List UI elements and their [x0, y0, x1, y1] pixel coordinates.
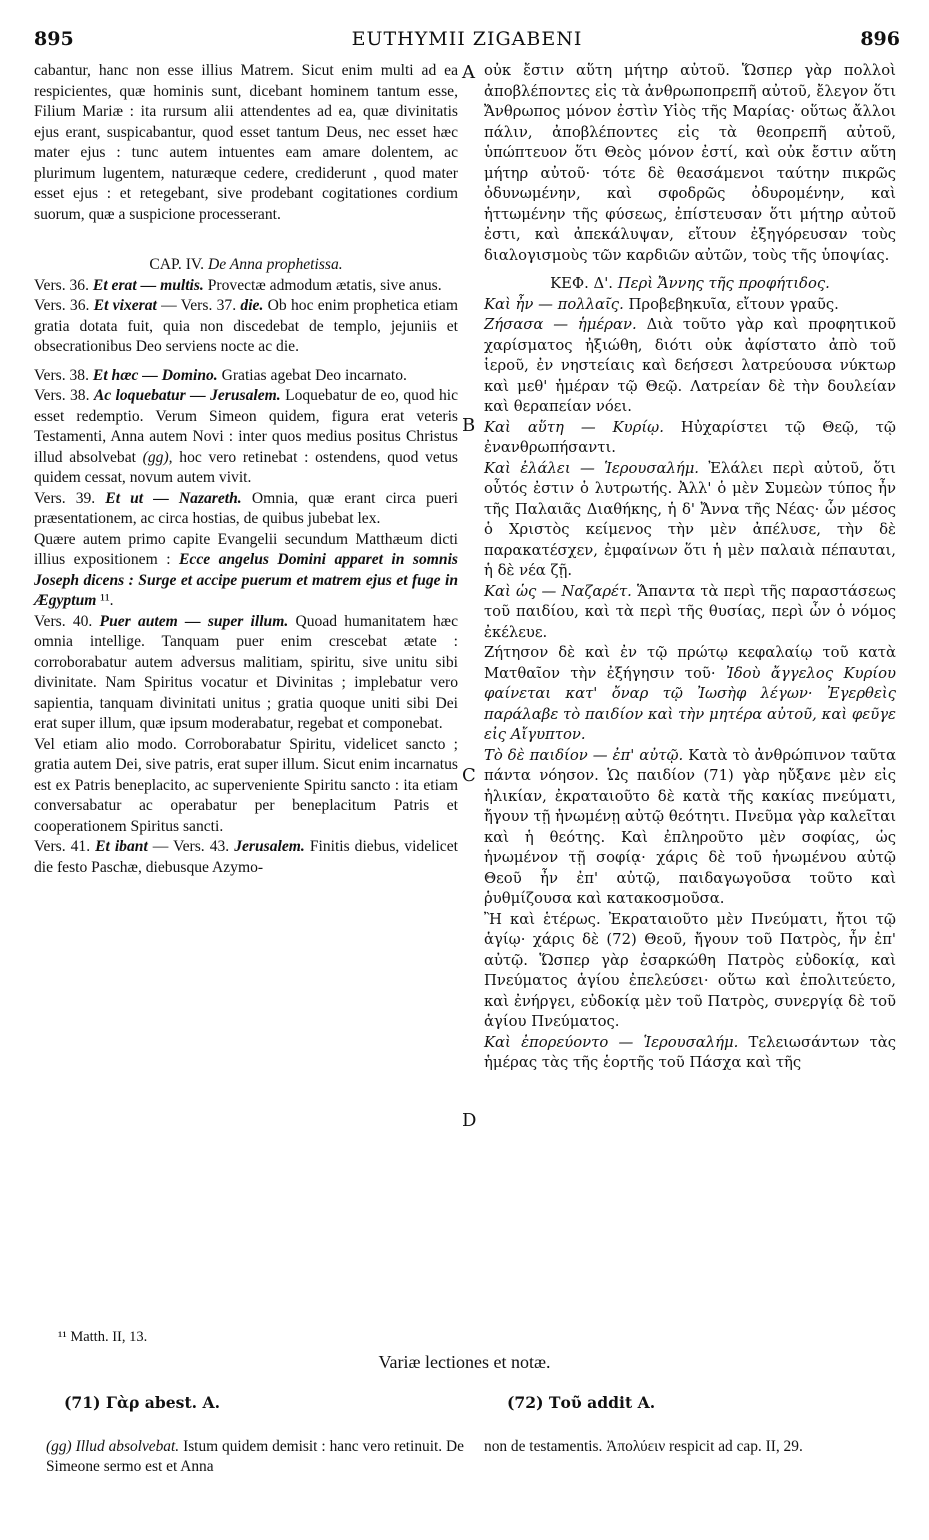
- chapter-subject: De Anna prophetissa.: [207, 256, 343, 273]
- latin-paragraph-intro: cabantur, hanc non esse illius Matrem. Sicut enim multi ad ea respicientes, quæ hominis sunt, dicebant hominem tantum esse, Filium Mariæ : ita rursum alii attendentes ad ea, quæ divinitatis ejus erant, suspicabantur, quod esset tantum Deus, nec esset hæc mater ejus : tunc autem intuentes eam amare dolentem, ac plurimum lugentem, naturæque cedere, crediderunt , quod mater esset ejus : et retegebant, sive prodebant cogitationes cordium suorum, quæ a suspicione processerant.: [34, 62, 458, 223]
- verse-lemma: Et erat — multis.: [92, 276, 204, 294]
- verse-lemma: Τὸ δὲ παιδίον — ἐπ' αὐτῷ.: [484, 746, 684, 764]
- verse-text: Quoad humanitatem hæc omnia intellige. Tanquam puer enim crescebat ætate : corroborabatur autem adversus malitiam, spiritu, sive unitu sibi divinitate. Nam Spiritus vocatur et Divinitas ; implebatur vero sapientia, tanquam divinitati unitus ; gratia quoque uniti sibi Dei erat super illum, quæ ipsum moderabatur, regebat et componebat.: [34, 612, 458, 732]
- chapter-heading-greek: [484, 274, 896, 295]
- verse-lemma-end: Jerusalem.: [234, 838, 305, 855]
- variant-note-71: (71) Γὰρ abest. A.: [64, 1393, 221, 1412]
- margin-marker-d: D: [462, 1110, 477, 1131]
- scripture-quote: Ecce angelus Domini apparet in somnis Joseph dicens : Surge et accipe puerum et matrem ejus et fuge in Ægyptum: [34, 551, 458, 609]
- notes-heading: Variæ lectiones et notæ.: [378, 1352, 551, 1372]
- greek-verse-40: [484, 746, 896, 910]
- scripture-footnote: ¹¹ Matth. II, 13.: [58, 1329, 148, 1345]
- spacer: [484, 266, 896, 274]
- variant-note-72: (72) Τοῦ addit A.: [507, 1393, 656, 1412]
- verse-lemma: Et ut — Nazareth.: [105, 489, 242, 507]
- chapter-number: CAP. IV.: [149, 256, 205, 273]
- verse-label: Vers. 38.: [34, 366, 90, 384]
- verse-lemma: Καὶ ὡς — Ναζαρέτ.: [484, 582, 632, 600]
- verse-text: Provectæ admodum ætatis, sive anus.: [207, 276, 442, 294]
- verse-text: Finitis diebus, videlicet die festo Paschæ, diebusque Azymo-: [34, 838, 458, 876]
- verse-lemma: Καὶ ἐλάλει — Ἱερουσαλήμ.: [484, 459, 700, 477]
- verse-lemma: Καὶ αὕτη — Κυρίῳ.: [484, 418, 664, 436]
- greek-paragraph-intro: οὐκ ἔστιν αὕτη μήτηρ αὐτοῦ. Ὥσπερ γὰρ πολλοὶ ἀποβλέποντες εἰς τὰ ἀνθρωποπρεπῆ αὐτοῦ, ἔλεγον ὅτι Ἄνθρωπος μόνον ἐστὶν Υἱὸς τῆς Μαρίας· οὕτως ἄλλοι πάλιν, ἀποβλέποντες εἰς τὰ θεοπρεπῆ αὐτοῦ, ὑπώπτευον ὅτι Θεὸς μόνον ἐστί, καὶ οὐκ ἔστιν αὕτη μήτηρ αὐτοῦ· τότε δὲ θεασάμενοι ταύτην πικρῶς ὀδυνωμένην, καὶ σφοδρῶς ὀδυρομένην, καὶ ἡττωμένην τῆς φύσεως, ἐπίστευσαν ὅτι μήτηρ αὐτοῦ ἐστι, καὶ ἀπεκάλυψαν, εἴτουν ἐξηγόρευσαν τοὺς διαλογισμοὺς τῶν καρδιῶν αὐτῶν, τοὺς τῆς ὑποψίας.: [484, 62, 896, 264]
- greek-verse-36b: [484, 315, 896, 418]
- greek-verse-41: [484, 1033, 896, 1074]
- verse-lemma: Καὶ ἦν — πολλαῖς.: [484, 295, 624, 313]
- verse-text: Ἅπαντα τὰ περὶ τῆς παραστάσεως τοῦ παιδίου, καὶ τὰ περὶ τῆς θυσίας, περὶ ὧν ὁ νόμος ἐκέλευε.: [484, 582, 896, 641]
- chapter-subject: Περὶ Ἄννης τῆς προφήτιδος.: [617, 275, 830, 292]
- verse-lemma: Et vixerat: [93, 297, 157, 314]
- verse-label: Vers. 38.: [34, 387, 90, 404]
- verse-text: Loquebatur de eo, quod hic esset redemptio. Verum Simeon quidem, figura erat veteris Testamenti, Anna autem Novi : inter quos medius positus Christus illud absolvebat: [34, 387, 458, 466]
- note-text: Istum quidem demisit : hanc vero retinuit. De Simeone sermo est et Anna: [46, 1438, 464, 1475]
- page-header: [34, 28, 900, 56]
- verse-text: Ob hoc enim prophetica etiam gratia dotata fuit, quia non discedebat de templo, jejuniis et obsecrationibus Deo serviens nocte ac die.: [34, 297, 458, 355]
- scripture-quote: Ἰδοὺ ἄγγελος Κυρίου φαίνεται κατ' ὄναρ τῷ Ἰωσὴφ λέγων· Ἐγερθεὶς παράλαβε τὸ παιδίον καὶ τὴν μητέρα αὐτοῦ, καὶ φεῦγε εἰς Αἴγυπτον.: [484, 664, 896, 743]
- note-reference: (gg),: [142, 448, 173, 466]
- chapter-heading-latin: [34, 255, 458, 276]
- latin-column: [34, 61, 458, 878]
- paragraph-text: Ζήτησον δὲ καὶ ἐν τῷ πρώτῳ κεφαλαίῳ τοῦ κατὰ Ματθαῖον τὴν ἐξήγησιν τοῦ·: [484, 644, 896, 682]
- greek-zetheson-paragraph: [484, 643, 896, 746]
- verse-text: Omnia, quæ erant circa pueri præsentationem, ac circa hostias, de quibus jubebat lex.: [34, 489, 458, 527]
- greek-column: [484, 61, 896, 1074]
- verse-range: — Vers. 43.: [152, 838, 230, 855]
- greek-verse-38b: [484, 459, 896, 582]
- greek-alt-paragraph: Ἢ καὶ ἑτέρως. Ἐκραταιοῦτο μὲν Πνεύματι, ἤτοι τῷ ἁγίῳ· χάρις δὲ (72) Θεοῦ, ἤγουν τοῦ Πατρὸς, ἦν ἐπ' αὐτῷ. Ὥσπερ γὰρ ἐσαρκώθη Πατρὸς εὐδοκίᾳ, καὶ Πνεύματος ἁγίου ἐπελεύσει· οὕτω καὶ ἐπολιτεύετο, καὶ ἐνήργει, εὐδοκίᾳ μὲν τοῦ Πατρὸς, συνεργίᾳ δὲ τοῦ ἁγίου Πνεύματος.: [484, 910, 896, 1030]
- verse-lemma: Et hæc — Domino.: [92, 366, 218, 384]
- verse-text-cont: hoc vero retinebat : ostendens, quod vetus quidem cessat, novum autem vivit.: [34, 448, 459, 486]
- greek-verse-36a: [484, 295, 896, 316]
- latin-verse-39: [34, 489, 458, 530]
- editorial-note-left: [46, 1437, 464, 1477]
- footnote-marker: ¹¹.: [100, 592, 114, 609]
- latin-verse-38b: [34, 386, 458, 489]
- paragraph-text: Quære autem primo capite Evangelii secundum Matthæum dicti illius expositionem :: [34, 530, 458, 568]
- latin-verse-36b: [34, 296, 458, 358]
- verse-text: Κατὰ τὸ ἀνθρώπινον ταῦτα πάντα νόησον. Ὡς παιδίον (71) γὰρ ηὔξανε μὲν εἰς ἡλικίαν, ἐκραταιοῦτο δὲ κατὰ τῆς κακίας πνεύματι, ἤγουν τῇ ἡνωμένῃ αὐτῷ θεότητι. Πνεῦμα γὰρ καλεῖται καὶ ἡ θεότης. Καὶ ἐπληροῦτο μὲν σοφίας, ὡς ἡνωμένον τῇ σοφίᾳ· χάρις δὲ τοῦ ἡνωμένου αὐτῷ Θεοῦ ἦν ἐπ' αὐτῷ, παιδαγωγοῦσα τοῦτο καὶ ῥυθμίζουσα καὶ κατακοσμοῦσα.: [484, 746, 896, 907]
- latin-verse-38a: [34, 366, 458, 387]
- margin-marker-c: C: [462, 765, 476, 786]
- verse-label: Vers. 41.: [34, 838, 91, 855]
- latin-quaere-paragraph: [34, 530, 458, 612]
- spacer: [34, 358, 458, 366]
- verse-lemma-end: die.: [240, 297, 264, 314]
- verse-label: Vers. 39.: [34, 489, 96, 507]
- verse-text: Τελειωσάντων τὰς ἡμέρας τὰς τῆς ἑορτῆς τοῦ Πάσχα καὶ τῆς: [484, 1033, 896, 1071]
- verse-text: Ηὐχαρίστει τῷ Θεῷ, τῷ ἐνανθρωπήσαντι.: [484, 418, 896, 456]
- note-lemma: Illud absolvebat.: [75, 1438, 180, 1455]
- verse-text: Διὰ τοῦτο γὰρ καὶ προφητικοῦ χαρίσματος ἠξιώθη, διότι οὐκ ἀφίστατο ἀπὸ τοῦ ἱεροῦ, ἐν νηστείαις καὶ δεήσεσι λατρεύουσα νύκτωρ καὶ μεθ' ἡμέραν τῷ Θεῷ. Λατρείαν δὲ τὴν δουλείαν καὶ θεραπείαν νόει.: [484, 316, 896, 415]
- right-page-number: 896: [860, 28, 900, 50]
- greek-verse-38a: [484, 418, 896, 459]
- margin-marker-b: B: [462, 415, 476, 436]
- running-title: EUTHYMII ZIGABENI: [351, 28, 583, 50]
- chapter-number: ΚΕΦ. Δ'.: [550, 275, 613, 292]
- verse-label: Vers. 40.: [34, 612, 93, 630]
- verse-label: Vers. 36.: [34, 276, 90, 294]
- verse-lemma: Ac loquebatur — Jerusalem.: [93, 387, 281, 404]
- spacer: [34, 225, 458, 255]
- margin-marker-a: A: [462, 62, 475, 83]
- editorial-note-right: non de testamentis. Ἀπολύειν respicit ad cap. II, 29.: [484, 1438, 803, 1455]
- note-label: (gg): [46, 1438, 72, 1455]
- latin-verse-36a: [34, 276, 458, 297]
- verse-label: Vers. 36.: [34, 297, 90, 314]
- verse-lemma: Ζήσασα — ἡμέραν.: [484, 316, 637, 333]
- verse-lemma: Et ibant: [95, 838, 148, 855]
- latin-alt-paragraph: Vel etiam alio modo. Corroborabatur Spiritu, videlicet sancto ; gratia autem Dei, sive patris, erat super illum. Sicut enim incarnatus est ex Patris beneplacito, ac superveniente Spiritu sancto : ita etiam conversabatur ac operabatur per beneplacitum Patris et cooperationem Spiritus sancti.: [34, 735, 458, 835]
- verse-text: Ἐλάλει περὶ αὐτοῦ, ὅτι οὗτός ἐστιν ὁ λυτρωτής. Ἀλλ' ὁ μὲν Συμεὼν τύπος ἦν τῆς Παλαιᾶς Διαθήκης, ἡ δ' Ἄννα τῆς Νέας· ὧν μέσος ὁ Χριστὸς κείμενος τὴν μὲν ἀπέλυσε, τὴν δὲ παρακατέσχεν, ἐμφαίνων ὅτι ἡ μὲν παλαιὰ πέπαυται, ἡ δὲ νέα ζῇ.: [484, 459, 896, 579]
- verse-lemma: Puer autem — super illum.: [99, 612, 289, 630]
- latin-verse-40: [34, 612, 458, 735]
- verse-text: Gratias agebat Deo incarnato.: [221, 366, 407, 384]
- verse-range: — Vers. 37.: [161, 297, 237, 314]
- left-page-number: 895: [34, 28, 74, 50]
- verse-text: Προβεβηκυῖα, εἴτουν γραῦς.: [628, 295, 839, 313]
- greek-verse-39: [484, 582, 896, 644]
- latin-verse-41: [34, 837, 458, 878]
- verse-lemma: Καὶ ἐπορεύοντο — Ἱερουσαλήμ.: [484, 1033, 739, 1051]
